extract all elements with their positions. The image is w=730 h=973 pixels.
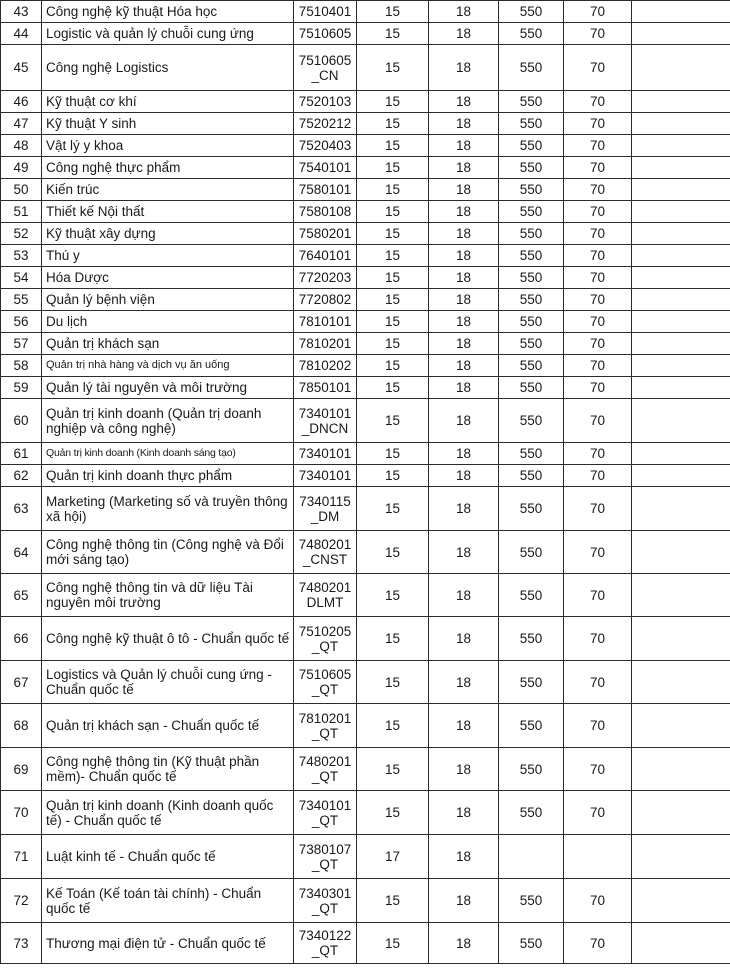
program-code: 7520403 xyxy=(294,135,357,157)
score-2: 18 xyxy=(429,355,499,377)
score-1: 15 xyxy=(357,245,429,267)
program-name: Vật lý y khoa xyxy=(42,135,294,157)
score-1: 15 xyxy=(357,465,429,487)
program-name: Thiết kế Nội thất xyxy=(42,201,294,223)
score-3: 550 xyxy=(499,157,564,179)
program-code: 7520212 xyxy=(294,113,357,135)
score-2: 18 xyxy=(429,465,499,487)
row-number: 69 xyxy=(1,748,42,791)
score-1: 15 xyxy=(357,113,429,135)
row-number: 53 xyxy=(1,245,42,267)
score-3: 550 xyxy=(499,267,564,289)
row-number: 49 xyxy=(1,157,42,179)
program-name: Thương mại điện tử - Chuẩn quốc tế xyxy=(42,923,294,964)
program-name: Công nghệ kỹ thuật ô tô - Chuẩn quốc tế xyxy=(42,617,294,661)
score-2: 18 xyxy=(429,135,499,157)
empty-cell xyxy=(632,377,730,399)
score-1: 15 xyxy=(357,377,429,399)
score-4: 70 xyxy=(564,443,632,465)
score-3: 550 xyxy=(499,443,564,465)
score-1: 15 xyxy=(357,661,429,704)
empty-cell xyxy=(632,879,730,923)
row-number: 63 xyxy=(1,487,42,531)
score-3 xyxy=(499,835,564,879)
row-number: 54 xyxy=(1,267,42,289)
program-name: Du lịch xyxy=(42,311,294,333)
program-name: Kỹ thuật xây dựng xyxy=(42,223,294,245)
program-code: 7510605 _QT xyxy=(294,661,357,704)
score-3: 550 xyxy=(499,531,564,574)
table-row xyxy=(1,465,730,487)
program-code: 7580201 xyxy=(294,223,357,245)
score-2: 18 xyxy=(429,879,499,923)
row-number: 65 xyxy=(1,574,42,617)
score-2: 18 xyxy=(429,245,499,267)
program-code: 7340101 xyxy=(294,465,357,487)
score-1: 15 xyxy=(357,91,429,113)
table-row xyxy=(1,333,730,355)
score-3: 550 xyxy=(499,617,564,661)
empty-cell xyxy=(632,113,730,135)
table-row xyxy=(1,267,730,289)
program-name: Kế Toán (Kế toán tài chính) - Chuẩn quốc tế xyxy=(42,879,294,923)
score-3: 550 xyxy=(499,311,564,333)
score-3: 550 xyxy=(499,333,564,355)
score-1: 15 xyxy=(357,23,429,45)
score-1: 15 xyxy=(357,267,429,289)
score-4: 70 xyxy=(564,879,632,923)
program-name: Quản trị khách sạn - Chuẩn quốc tế xyxy=(42,704,294,748)
score-4: 70 xyxy=(564,135,632,157)
score-4: 70 xyxy=(564,289,632,311)
score-2: 18 xyxy=(429,399,499,443)
program-name: Quản trị kinh doanh thực phẩm xyxy=(42,465,294,487)
program-name: Kiến trúc xyxy=(42,179,294,201)
program-code: 7720203 xyxy=(294,267,357,289)
score-2: 18 xyxy=(429,377,499,399)
score-2: 18 xyxy=(429,531,499,574)
row-number: 48 xyxy=(1,135,42,157)
score-4: 70 xyxy=(564,791,632,835)
program-code: 7810101 xyxy=(294,311,357,333)
empty-cell xyxy=(632,91,730,113)
empty-cell xyxy=(632,465,730,487)
empty-cell xyxy=(632,355,730,377)
table-row xyxy=(1,311,730,333)
row-number: 51 xyxy=(1,201,42,223)
program-code: 7380107 _QT xyxy=(294,835,357,879)
row-number: 60 xyxy=(1,399,42,443)
program-code: 7810201 _QT xyxy=(294,704,357,748)
score-3: 550 xyxy=(499,791,564,835)
empty-cell xyxy=(632,661,730,704)
score-4: 70 xyxy=(564,923,632,964)
score-4: 70 xyxy=(564,179,632,201)
table-row xyxy=(1,574,730,617)
score-1: 15 xyxy=(357,617,429,661)
empty-cell xyxy=(632,223,730,245)
score-2: 18 xyxy=(429,223,499,245)
score-4: 70 xyxy=(564,617,632,661)
program-code: 7340101 _QT xyxy=(294,791,357,835)
empty-cell xyxy=(632,748,730,791)
row-number: 61 xyxy=(1,443,42,465)
program-code: 7480201 DLMT xyxy=(294,574,357,617)
table-row xyxy=(1,923,730,964)
program-name: Công nghệ thông tin (Công nghệ và Đổi mới sáng tạo) xyxy=(42,531,294,574)
score-4: 70 xyxy=(564,91,632,113)
score-1: 15 xyxy=(357,289,429,311)
table-row xyxy=(1,289,730,311)
empty-cell xyxy=(632,23,730,45)
score-3: 550 xyxy=(499,487,564,531)
empty-cell xyxy=(632,704,730,748)
score-2: 18 xyxy=(429,267,499,289)
row-number: 57 xyxy=(1,333,42,355)
score-2: 18 xyxy=(429,574,499,617)
row-number: 68 xyxy=(1,704,42,748)
score-2: 18 xyxy=(429,289,499,311)
program-name: Quản trị kinh doanh (Quản trị doanh nghiệp và công nghệ) xyxy=(42,399,294,443)
score-2: 18 xyxy=(429,661,499,704)
table-row xyxy=(1,617,730,661)
score-4: 70 xyxy=(564,223,632,245)
table-row xyxy=(1,531,730,574)
program-name: Quản trị kinh doanh (Kinh doanh sáng tạo) xyxy=(42,443,294,465)
row-number: 67 xyxy=(1,661,42,704)
score-1: 15 xyxy=(357,179,429,201)
score-1: 15 xyxy=(357,791,429,835)
score-4: 70 xyxy=(564,113,632,135)
program-code: 7340122 _QT xyxy=(294,923,357,964)
empty-cell xyxy=(632,487,730,531)
empty-cell xyxy=(632,157,730,179)
program-code: 7810201 xyxy=(294,333,357,355)
program-name: Công nghệ kỹ thuật Hóa học xyxy=(42,1,294,23)
table-row xyxy=(1,748,730,791)
row-number: 58 xyxy=(1,355,42,377)
program-name: Công nghệ thông tin và dữ liệu Tài nguyên môi trường xyxy=(42,574,294,617)
table-row xyxy=(1,879,730,923)
program-code: 7640101 xyxy=(294,245,357,267)
row-number: 45 xyxy=(1,45,42,91)
program-name: Hóa Dược xyxy=(42,267,294,289)
table-row xyxy=(1,245,730,267)
program-code: 7340115 _DM xyxy=(294,487,357,531)
score-2: 18 xyxy=(429,201,499,223)
score-4: 70 xyxy=(564,311,632,333)
row-number: 59 xyxy=(1,377,42,399)
empty-cell xyxy=(632,1,730,23)
score-1: 15 xyxy=(357,531,429,574)
program-name: Quản lý tài nguyên và môi trường xyxy=(42,377,294,399)
score-2: 18 xyxy=(429,45,499,91)
row-number: 52 xyxy=(1,223,42,245)
score-4: 70 xyxy=(564,748,632,791)
program-code: 7520103 xyxy=(294,91,357,113)
score-2: 18 xyxy=(429,311,499,333)
program-name: Luật kinh tế - Chuẩn quốc tế xyxy=(42,835,294,879)
table-body xyxy=(1,1,730,964)
empty-cell xyxy=(632,311,730,333)
program-code: 7510605 xyxy=(294,23,357,45)
row-number: 71 xyxy=(1,835,42,879)
score-4: 70 xyxy=(564,574,632,617)
program-code: 7340301 _QT xyxy=(294,879,357,923)
table-row xyxy=(1,791,730,835)
table-row xyxy=(1,399,730,443)
score-4: 70 xyxy=(564,157,632,179)
program-code: 7340101 xyxy=(294,443,357,465)
score-2: 18 xyxy=(429,91,499,113)
program-name: Quản trị khách sạn xyxy=(42,333,294,355)
table-row xyxy=(1,157,730,179)
program-code: 7510605 _CN xyxy=(294,45,357,91)
score-3: 550 xyxy=(499,879,564,923)
program-code: 7720802 xyxy=(294,289,357,311)
table-row xyxy=(1,704,730,748)
score-3: 550 xyxy=(499,377,564,399)
program-name: Logistic và quản lý chuỗi cung ứng xyxy=(42,23,294,45)
score-4: 70 xyxy=(564,377,632,399)
score-2: 18 xyxy=(429,23,499,45)
score-3: 550 xyxy=(499,113,564,135)
program-name: Công nghệ Logistics xyxy=(42,45,294,91)
empty-cell xyxy=(632,245,730,267)
score-3: 550 xyxy=(499,223,564,245)
table-row xyxy=(1,377,730,399)
program-code: 7810202 xyxy=(294,355,357,377)
row-number: 62 xyxy=(1,465,42,487)
empty-cell xyxy=(632,201,730,223)
table-row xyxy=(1,835,730,879)
score-2: 18 xyxy=(429,923,499,964)
score-1: 15 xyxy=(357,311,429,333)
row-number: 55 xyxy=(1,289,42,311)
score-1: 15 xyxy=(357,135,429,157)
empty-cell xyxy=(632,531,730,574)
score-4: 70 xyxy=(564,399,632,443)
score-4: 70 xyxy=(564,355,632,377)
row-number: 56 xyxy=(1,311,42,333)
program-code: 7540101 xyxy=(294,157,357,179)
program-name: Quản trị kinh doanh (Kinh doanh quốc tế) - Chuẩn quốc tế xyxy=(42,791,294,835)
score-1: 15 xyxy=(357,748,429,791)
score-2: 18 xyxy=(429,443,499,465)
score-4: 70 xyxy=(564,201,632,223)
score-3: 550 xyxy=(499,23,564,45)
score-1: 15 xyxy=(357,923,429,964)
program-code: 7510401 xyxy=(294,1,357,23)
score-3: 550 xyxy=(499,355,564,377)
score-4: 70 xyxy=(564,23,632,45)
score-1: 15 xyxy=(357,399,429,443)
score-2: 18 xyxy=(429,487,499,531)
empty-cell xyxy=(632,791,730,835)
score-4: 70 xyxy=(564,245,632,267)
score-3: 550 xyxy=(499,574,564,617)
score-2: 18 xyxy=(429,157,499,179)
empty-cell xyxy=(632,923,730,964)
empty-cell xyxy=(632,45,730,91)
program-name: Kỹ thuật Y sinh xyxy=(42,113,294,135)
score-2: 18 xyxy=(429,704,499,748)
program-code: 7850101 xyxy=(294,377,357,399)
table-row xyxy=(1,45,730,91)
program-name: Kỹ thuật cơ khí xyxy=(42,91,294,113)
program-code: 7580101 xyxy=(294,179,357,201)
table-row xyxy=(1,91,730,113)
score-2: 18 xyxy=(429,791,499,835)
table-row xyxy=(1,135,730,157)
empty-cell xyxy=(632,835,730,879)
score-3: 550 xyxy=(499,923,564,964)
score-2: 18 xyxy=(429,333,499,355)
empty-cell xyxy=(632,267,730,289)
score-1: 15 xyxy=(357,355,429,377)
score-3: 550 xyxy=(499,704,564,748)
score-4: 70 xyxy=(564,465,632,487)
table-row xyxy=(1,201,730,223)
row-number: 72 xyxy=(1,879,42,923)
row-number: 47 xyxy=(1,113,42,135)
score-3: 550 xyxy=(499,399,564,443)
table-row xyxy=(1,179,730,201)
score-3: 550 xyxy=(499,289,564,311)
score-4: 70 xyxy=(564,487,632,531)
score-1: 15 xyxy=(357,1,429,23)
empty-cell xyxy=(632,179,730,201)
score-3: 550 xyxy=(499,91,564,113)
program-name: Thú y xyxy=(42,245,294,267)
score-4: 70 xyxy=(564,333,632,355)
score-1: 15 xyxy=(357,879,429,923)
program-name: Logistics và Quản lý chuỗi cung ứng - Chuẩn quốc tế xyxy=(42,661,294,704)
table-row xyxy=(1,113,730,135)
empty-cell xyxy=(632,574,730,617)
program-name: Quản lý bệnh viện xyxy=(42,289,294,311)
score-2: 18 xyxy=(429,748,499,791)
program-name: Công nghệ thông tin (Kỹ thuật phần mềm)- Chuẩn quốc tế xyxy=(42,748,294,791)
table-row xyxy=(1,355,730,377)
empty-cell xyxy=(632,333,730,355)
row-number: 73 xyxy=(1,923,42,964)
score-2: 18 xyxy=(429,1,499,23)
score-3: 550 xyxy=(499,661,564,704)
score-4: 70 xyxy=(564,1,632,23)
row-number: 64 xyxy=(1,531,42,574)
row-number: 44 xyxy=(1,23,42,45)
table-row xyxy=(1,223,730,245)
table-row xyxy=(1,487,730,531)
row-number: 50 xyxy=(1,179,42,201)
score-2: 18 xyxy=(429,179,499,201)
row-number: 43 xyxy=(1,1,42,23)
program-name: Quản trị nhà hàng và dịch vụ ăn uống xyxy=(42,355,294,377)
empty-cell xyxy=(632,399,730,443)
program-name: Marketing (Marketing số và truyền thông xã hội) xyxy=(42,487,294,531)
score-4: 70 xyxy=(564,45,632,91)
program-code: 7480201 _CNST xyxy=(294,531,357,574)
row-number: 66 xyxy=(1,617,42,661)
score-3: 550 xyxy=(499,465,564,487)
score-4: 70 xyxy=(564,531,632,574)
row-number: 70 xyxy=(1,791,42,835)
empty-cell xyxy=(632,289,730,311)
program-name: Công nghệ thực phẩm xyxy=(42,157,294,179)
score-1: 15 xyxy=(357,201,429,223)
table-row xyxy=(1,443,730,465)
score-3: 550 xyxy=(499,179,564,201)
score-4: 70 xyxy=(564,704,632,748)
score-3: 550 xyxy=(499,135,564,157)
score-1: 15 xyxy=(357,333,429,355)
program-code: 7580108 xyxy=(294,201,357,223)
score-1: 15 xyxy=(357,45,429,91)
table-row xyxy=(1,661,730,704)
score-4 xyxy=(564,835,632,879)
score-1: 15 xyxy=(357,704,429,748)
score-2: 18 xyxy=(429,113,499,135)
program-code: 7340101 _DNCN xyxy=(294,399,357,443)
score-1: 15 xyxy=(357,223,429,245)
empty-cell xyxy=(632,443,730,465)
score-1: 15 xyxy=(357,443,429,465)
empty-cell xyxy=(632,135,730,157)
score-2: 18 xyxy=(429,835,499,879)
score-1: 15 xyxy=(357,574,429,617)
score-1: 17 xyxy=(357,835,429,879)
score-4: 70 xyxy=(564,661,632,704)
empty-cell xyxy=(632,617,730,661)
program-code: 7480201 _QT xyxy=(294,748,357,791)
score-3: 550 xyxy=(499,245,564,267)
score-2: 18 xyxy=(429,617,499,661)
score-4: 70 xyxy=(564,267,632,289)
score-3: 550 xyxy=(499,45,564,91)
table-row xyxy=(1,23,730,45)
score-3: 550 xyxy=(499,201,564,223)
score-3: 550 xyxy=(499,748,564,791)
program-code: 7510205 _QT xyxy=(294,617,357,661)
score-3: 550 xyxy=(499,1,564,23)
score-1: 15 xyxy=(357,157,429,179)
score-1: 15 xyxy=(357,487,429,531)
table-row xyxy=(1,1,730,23)
row-number: 46 xyxy=(1,91,42,113)
